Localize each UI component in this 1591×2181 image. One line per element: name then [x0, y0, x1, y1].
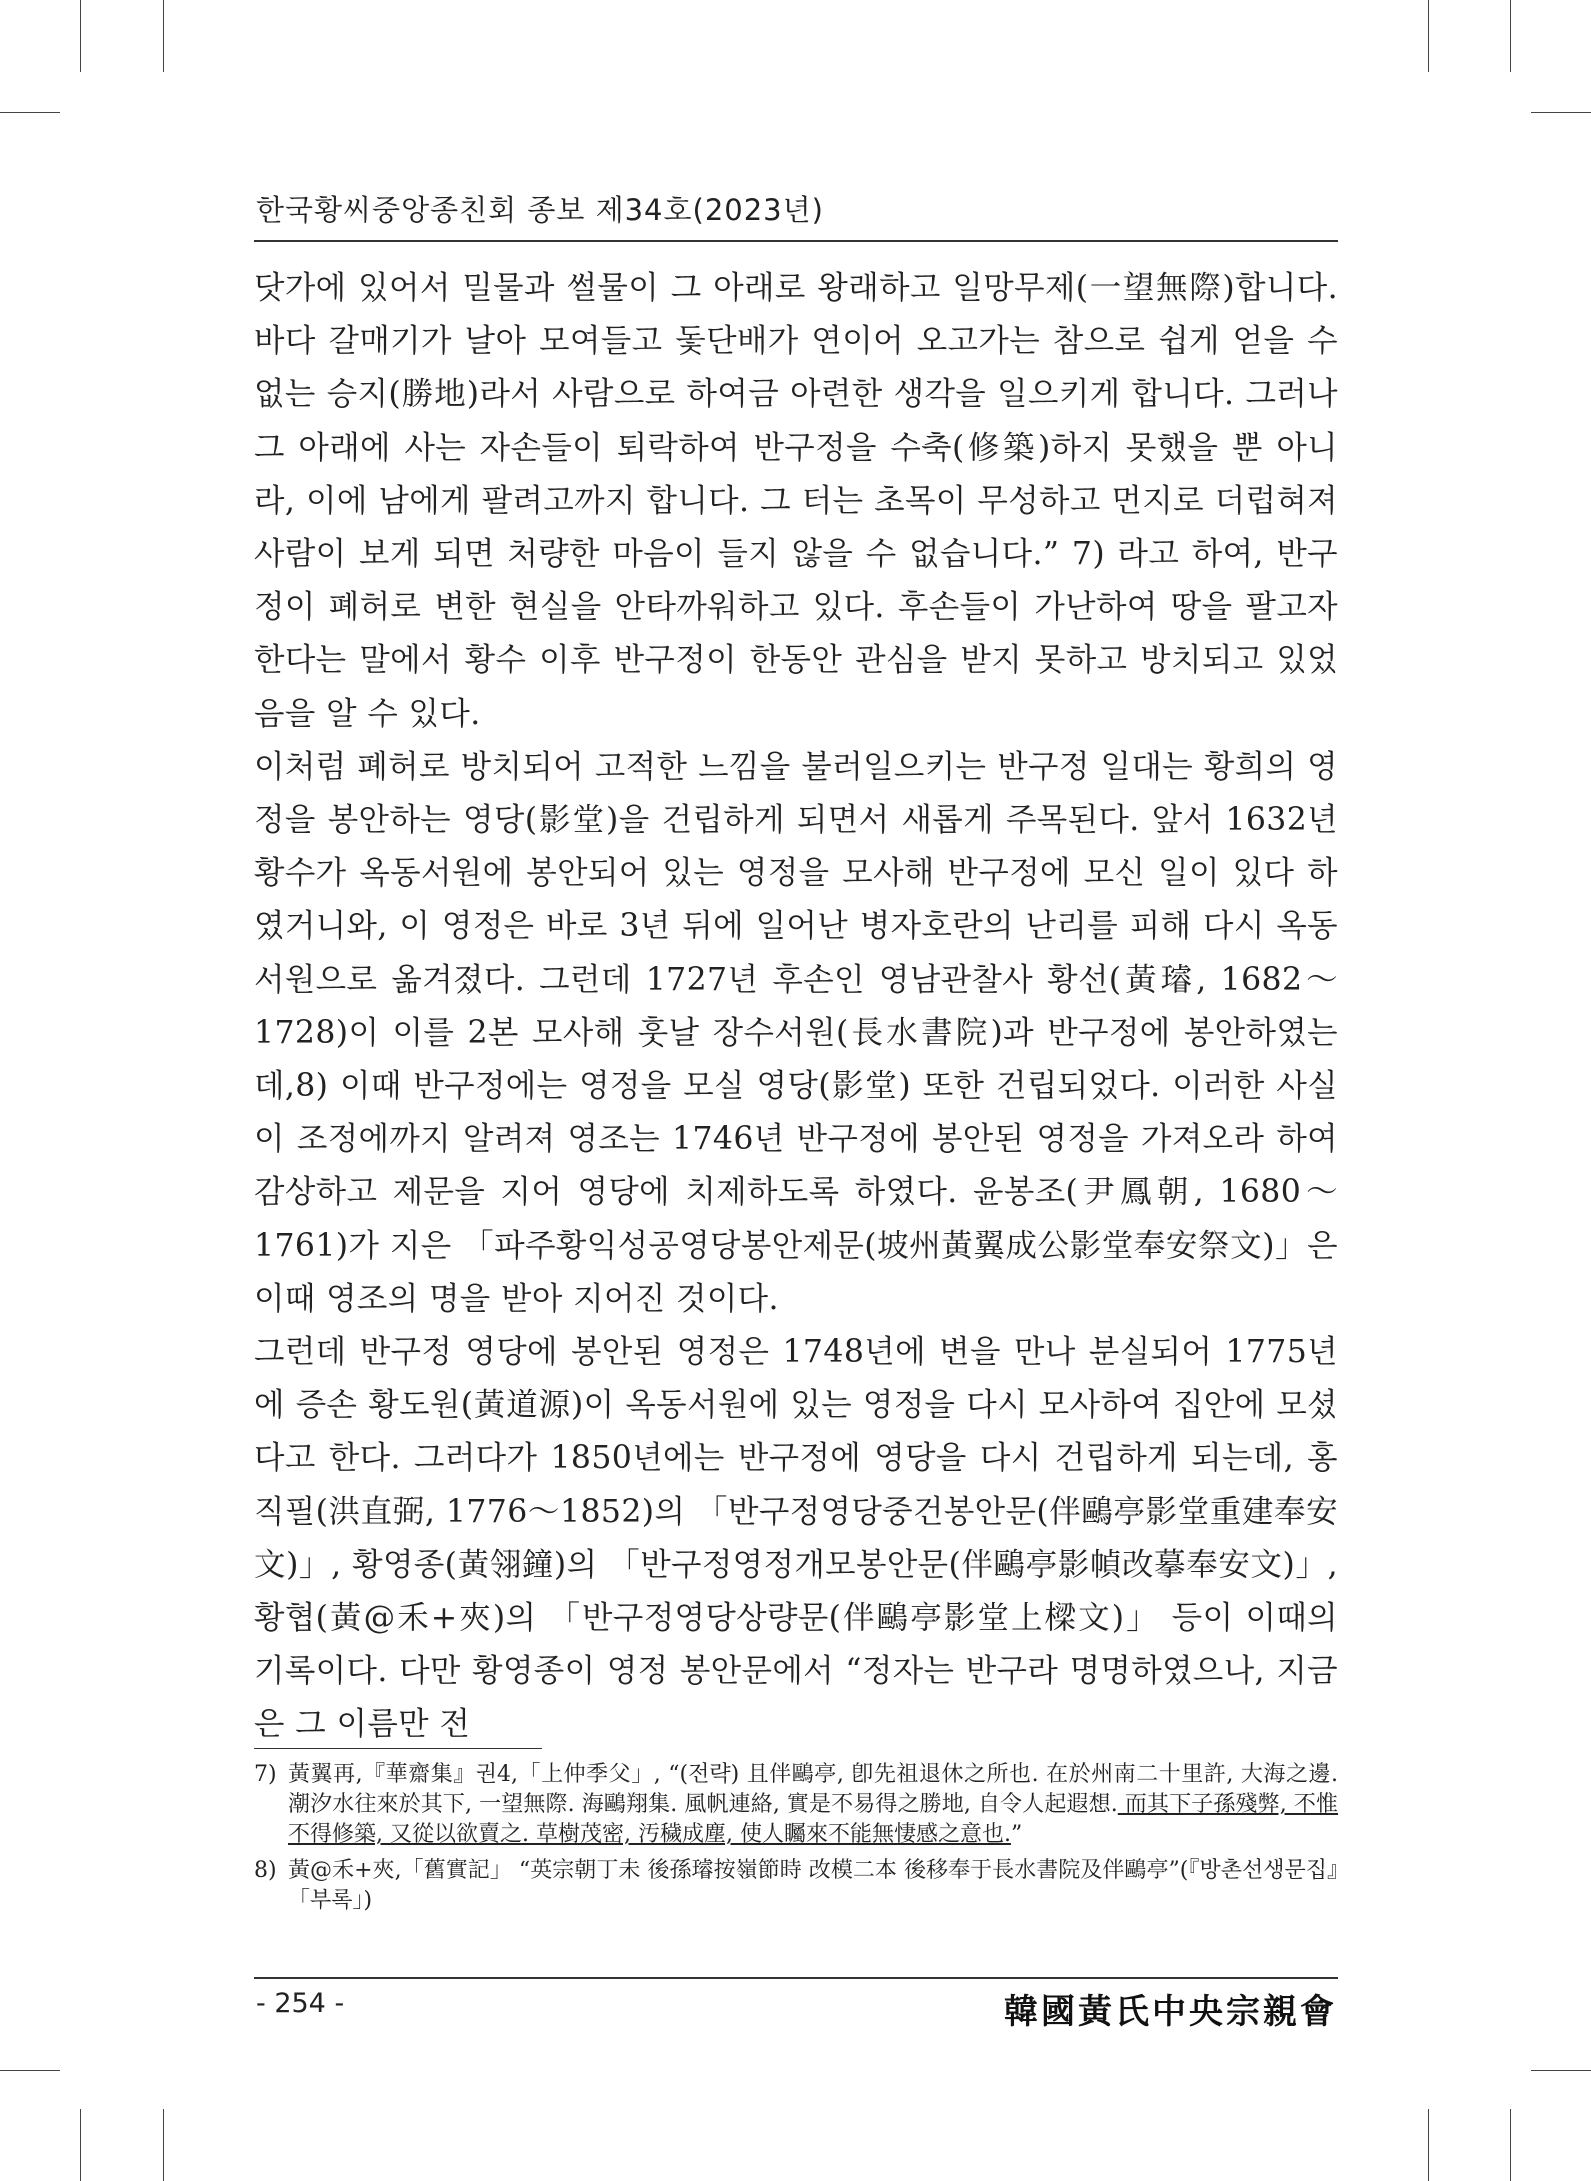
body-text — [254, 262, 1338, 1752]
society-logo: 韓國黃氏中央宗親會 — [1004, 1992, 1337, 2032]
footnote-body: 黃翼再,『華齋集』권4,「上仲季父」, “(전략) 且伴鷗亭, 卽先祖退休之所也. 在於州南二十里許, 大海之邊. 潮汐水往來於其下, 一望無際. 海鷗翔集. 風帆連絡, 實是不易得之勝地, 自令人起遐想. — [288, 1762, 1338, 1817]
footer-divider — [254, 1977, 1338, 1979]
footnote-number: 7) — [254, 1762, 277, 1787]
footnote-underlined: 而其下子孫殘弊, 不惟不得修築, 又從以欲賣之. 草樹茂密, 汚穢成塵, 使人矚來不能無悽感之意也. — [288, 1792, 1338, 1847]
footnote — [254, 1856, 1338, 1916]
crop-mark-left-top — [0, 112, 60, 113]
footnote-number: 8) — [254, 1858, 277, 1883]
crop-mark-right-top — [1531, 112, 1591, 113]
crop-mark-right-bottom — [1531, 2070, 1591, 2071]
paragraph: 닷가에 있어서 밀물과 썰물이 그 아래로 왕래하고 일망무제(一望無際)합니다. 바다 갈매기가 날아 모여들고 돛단배가 연이어 오고가는 참으로 쉽게 얻을 수 없는 승지(勝地)라서 사람으로 하여금 아련한 생각을 일으키게 합니다. 그러나 그 아래에 사는 자손들이 퇴락하여 반구정을 수축(修築)하지 못했을 뿐 아니라, 이에 남에게 팔려고까지 합니다. 그 터는 초목이 무성하고 먼지로 더럽혀져 사람이 보게 되면 처량한 마음이 들지 않을 수 없습니다.” 7) 라고 하여, 반구정이 폐허로 변한 현실을 안타까워하고 있다. 후손들이 가난하여 땅을 팔고자 한다는 말에서 황수 이후 반구정이 한동안 관심을 받지 못하고 방치되고 있었음을 알 수 있다. — [254, 270, 1338, 732]
footnote — [254, 1760, 1338, 1850]
footnote-body: 黃@禾+夾,「舊實記」 “英宗朝丁未 後孫璿按嶺節時 改模二本 後移奉于長水書院及伴鷗亭”(『방촌선생문집』「부록」) — [288, 1858, 1338, 1913]
paragraph: 그런데 반구정 영당에 봉안된 영정은 1748년에 변을 만나 분실되어 1775년에 증손 황도원(黃道源)이 옥동서원에 있는 영정을 다시 모사하여 집안에 모셨다고 한다. 그러다가 1850년에는 반구정에 영당을 다시 건립하게 되는데, 홍직필(洪直弼, 1776～1852)의 「반구정영당중건봉안문(伴鷗亭影堂重建奉安文)」, 황영종(黃翎鐘)의 「반구정영정개모봉안문(伴鷗亭影幀改摹奉安文)」, 황협(黃@禾+夾)의 「반구정영당상량문(伴鷗亭影堂上樑文)」 등이 이때의 기록이다. 다만 황영종이 영정 봉안문에서 “정자는 반구라 명명하였으나, 지금은 그 이름만 전 — [254, 1334, 1338, 1743]
header-divider — [254, 240, 1338, 242]
crop-mark-bottom-right-inner — [1428, 2109, 1429, 2181]
footnote-tail: ” — [1010, 1822, 1023, 1847]
crop-mark-top-right-inner — [1428, 0, 1429, 72]
crop-mark-top-left-inner — [163, 0, 164, 72]
crop-mark-left-bottom — [0, 2070, 60, 2071]
crop-mark-top-left — [80, 0, 81, 72]
running-header: 한국황씨중앙종친회 종보 제34호(2023년) — [256, 193, 824, 227]
crop-mark-bottom-right — [1510, 2109, 1511, 2181]
footnote-divider — [254, 1748, 542, 1749]
footnote-text — [288, 1856, 1338, 1916]
crop-mark-top-right — [1510, 0, 1511, 72]
footnotes — [254, 1760, 1338, 1922]
crop-mark-bottom-left-inner — [163, 2109, 164, 2181]
page-number: - 254 - — [256, 1988, 345, 2019]
footnote-text — [288, 1760, 1338, 1850]
crop-mark-bottom-left — [80, 2109, 81, 2181]
paragraph: 이처럼 폐허로 방치되어 고적한 느낌을 불러일으키는 반구정 일대는 황희의 영정을 봉안하는 영당(影堂)을 건립하게 되면서 새롭게 주목된다. 앞서 1632년 황수가 옥동서원에 봉안되어 있는 영정을 모사해 반구정에 모신 일이 있다 하였거니와, 이 영정은 바로 3년 뒤에 일어난 병자호란의 난리를 피해 다시 옥동서원으로 옮겨졌다. 그런데 1727년 후손인 영남관찰사 황선(黃璿, 1682～1728)이 이를 2본 모사해 훗날 장수서원(長水書院)과 반구정에 봉안하였는데,8) 이때 반구정에는 영정을 모실 영당(影堂) 또한 건립되었다. 이러한 사실이 조정에까지 알려져 영조는 1746년 반구정에 봉안된 영정을 가져오라 하여 감상하고 제문을 지어 영당에 치제하도록 하였다. 윤봉조(尹鳳朝, 1680～1761)가 지은 「파주황익성공영당봉안제문(坡州黃翼成公影堂奉安祭文)」은 이때 영조의 명을 받아 지어진 것이다. — [254, 748, 1338, 1317]
